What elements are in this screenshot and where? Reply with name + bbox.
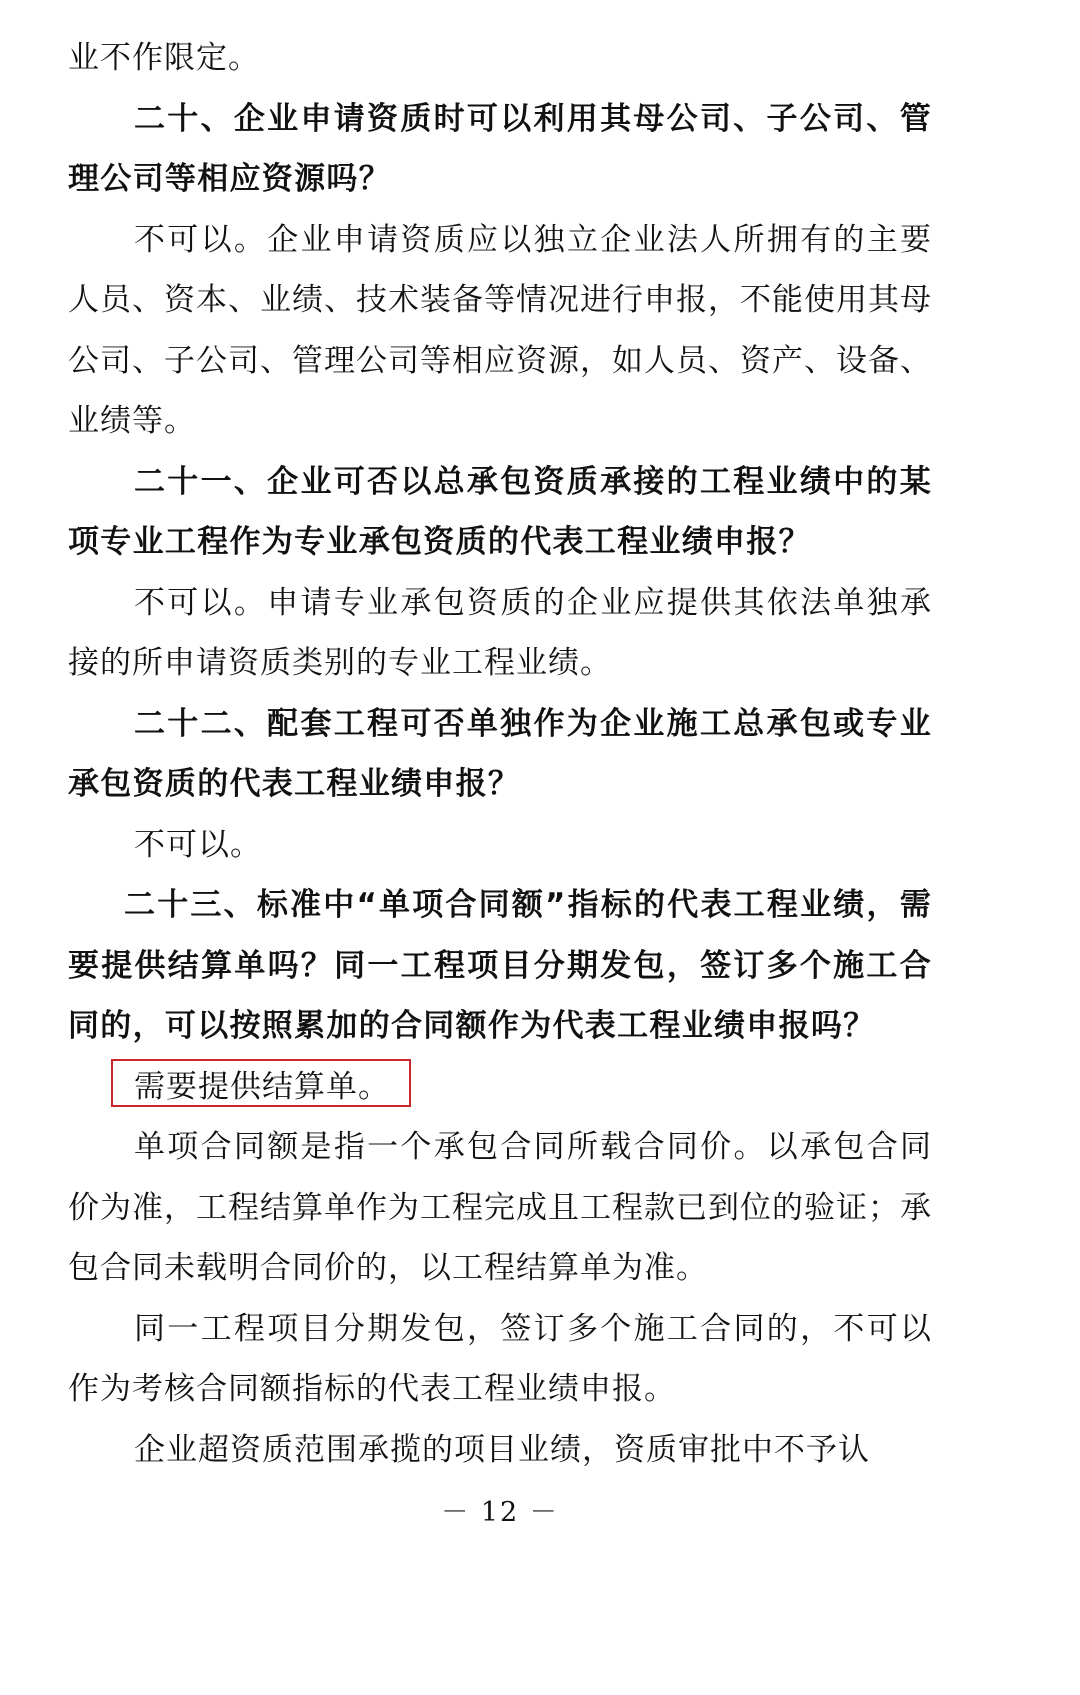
document-body	[68, 28, 932, 1480]
answer-23-highlighted-text: 需要提供结算单。	[134, 1068, 390, 1105]
question-22-heading: 二十二、配套工程可否单独作为企业施工总承包或专业承包资质的代表工程业绩申报？	[68, 705, 932, 802]
question-20-heading: 二十、企业申请资质时可以利用其母公司、子公司、管理公司等相应资源吗？	[68, 100, 932, 197]
answer-23-contract-amount: 单项合同额是指一个承包合同所载合同价。以承包合同价为准，工程结算单作为工程完成且工程款已到位的验证；承包合同未载明合同价的，以工程结算单为准。	[68, 1129, 932, 1286]
paragraph-continuation: 业不作限定。	[68, 40, 260, 76]
answer-23-phased-contracts: 同一工程项目分期发包，签订多个施工合同的，不可以作为考核合同额指标的代表工程业绩申报。	[68, 1310, 932, 1407]
answer-20: 不可以。企业申请资质应以独立企业法人所拥有的主要人员、资本、业绩、技术装备等情况进行申报，不能使用其母公司、子公司、管理公司等相应资源，如人员、资产、设备、业绩等。	[68, 221, 932, 439]
answer-23-out-of-scope: 企业超资质范围承揽的项目业绩，资质审批中不予认	[134, 1431, 870, 1468]
answer-22: 不可以。	[134, 826, 262, 863]
answer-21: 不可以。申请专业承包资质的企业应提供其依法单独承接的所申请资质类别的专业工程业绩。	[68, 584, 932, 681]
answer-23-highlight-row	[68, 1057, 932, 1118]
question-23-heading: 二十三、标准中“单项合同额”指标的代表工程业绩，需要提供结算单吗？同一工程项目分期发包，签订多个施工合同的，可以按照累加的合同额作为代表工程业绩申报吗？	[68, 887, 932, 1044]
question-21-heading: 二十一、企业可否以总承包资质承接的工程业绩中的某项专业工程作为专业承包资质的代表工程业绩申报？	[68, 463, 932, 560]
page-number: － 12 －	[441, 1497, 559, 1528]
